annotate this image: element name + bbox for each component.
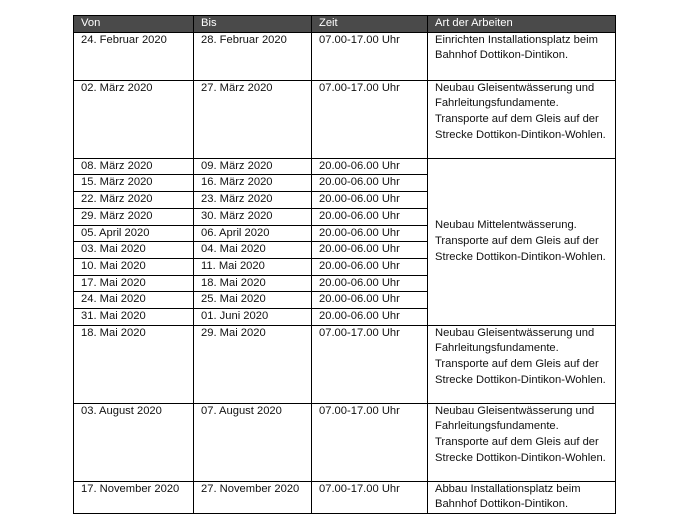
header-art-der-arbeiten: Art der Arbeiten	[428, 16, 616, 33]
cell-art: Einrichten Installationsplatz beim Bahnhof Dottikon-Dintikon.	[428, 32, 616, 80]
cell-zeit: 20.00-06.00 Uhr	[312, 258, 428, 275]
cell-zeit: 07.00-17.00 Uhr	[312, 32, 428, 80]
cell-bis: 18. Mai 2020	[194, 275, 312, 292]
header-zeit: Zeit	[312, 16, 428, 33]
cell-zeit: 07.00-17.00 Uhr	[312, 403, 428, 481]
cell-von: 15. März 2020	[74, 175, 194, 192]
cell-bis: 01. Juni 2020	[194, 309, 312, 326]
table-row	[74, 158, 616, 175]
cell-von: 17. November 2020	[74, 481, 194, 513]
cell-von: 05. April 2020	[74, 225, 194, 242]
cell-bis: 28. Februar 2020	[194, 32, 312, 80]
table-header	[74, 16, 616, 33]
cell-von: 02. März 2020	[74, 80, 194, 158]
cell-von: 31. Mai 2020	[74, 309, 194, 326]
table-row	[74, 32, 616, 80]
header-von: Von	[74, 16, 194, 33]
cell-von: 24. Mai 2020	[74, 292, 194, 309]
cell-von: 03. Mai 2020	[74, 242, 194, 259]
cell-art: Neubau Gleisentwässerung und Fahrleitungsfundamente. Transporte auf dem Gleis auf der Strecke Dottikon-Dintikon-Wohlen.	[428, 80, 616, 158]
cell-von: 22. März 2020	[74, 192, 194, 209]
cell-von: 24. Februar 2020	[74, 32, 194, 80]
cell-von: 08. März 2020	[74, 158, 194, 175]
cell-bis: 27. März 2020	[194, 80, 312, 158]
cell-bis: 11. Mai 2020	[194, 258, 312, 275]
cell-von: 18. Mai 2020	[74, 325, 194, 403]
cell-bis: 09. März 2020	[194, 158, 312, 175]
cell-zeit: 20.00-06.00 Uhr	[312, 309, 428, 326]
cell-art: Neubau Gleisentwässerung und Fahrleitungsfundamente. Transporte auf dem Gleis auf der Strecke Dottikon-Dintikon-Wohlen.	[428, 325, 616, 403]
cell-von: 10. Mai 2020	[74, 258, 194, 275]
cell-zeit: 07.00-17.00 Uhr	[312, 481, 428, 513]
cell-bis: 25. Mai 2020	[194, 292, 312, 309]
cell-bis: 16. März 2020	[194, 175, 312, 192]
cell-art-merged: Neubau Mittelentwässerung. Transporte auf dem Gleis auf der Strecke Dottikon-Dintikon-Wohlen.	[428, 158, 616, 325]
cell-zeit: 20.00-06.00 Uhr	[312, 192, 428, 209]
cell-zeit: 20.00-06.00 Uhr	[312, 158, 428, 175]
cell-zeit: 20.00-06.00 Uhr	[312, 275, 428, 292]
cell-zeit: 20.00-06.00 Uhr	[312, 208, 428, 225]
cell-bis: 04. Mai 2020	[194, 242, 312, 259]
cell-bis: 27. November 2020	[194, 481, 312, 513]
cell-zeit: 20.00-06.00 Uhr	[312, 175, 428, 192]
cell-bis: 23. März 2020	[194, 192, 312, 209]
header-row	[74, 16, 616, 33]
cell-art: Abbau Installationsplatz beim Bahnhof Dottikon-Dintikon.	[428, 481, 616, 513]
cell-bis: 29. Mai 2020	[194, 325, 312, 403]
cell-zeit: 07.00-17.00 Uhr	[312, 325, 428, 403]
cell-von: 17. Mai 2020	[74, 275, 194, 292]
cell-bis: 07. August 2020	[194, 403, 312, 481]
cell-zeit: 20.00-06.00 Uhr	[312, 225, 428, 242]
cell-bis: 30. März 2020	[194, 208, 312, 225]
table-row	[74, 403, 616, 481]
table-body	[74, 32, 616, 513]
cell-zeit: 20.00-06.00 Uhr	[312, 292, 428, 309]
cell-von: 29. März 2020	[74, 208, 194, 225]
table-row	[74, 325, 616, 403]
header-bis: Bis	[194, 16, 312, 33]
cell-zeit: 20.00-06.00 Uhr	[312, 242, 428, 259]
table-row	[74, 80, 616, 158]
cell-zeit: 07.00-17.00 Uhr	[312, 80, 428, 158]
work-schedule-table	[73, 15, 616, 514]
cell-art: Neubau Gleisentwässerung und Fahrleitungsfundamente. Transporte auf dem Gleis auf der Strecke Dottikon-Dintikon-Wohlen.	[428, 403, 616, 481]
cell-bis: 06. April 2020	[194, 225, 312, 242]
cell-von: 03. August 2020	[74, 403, 194, 481]
